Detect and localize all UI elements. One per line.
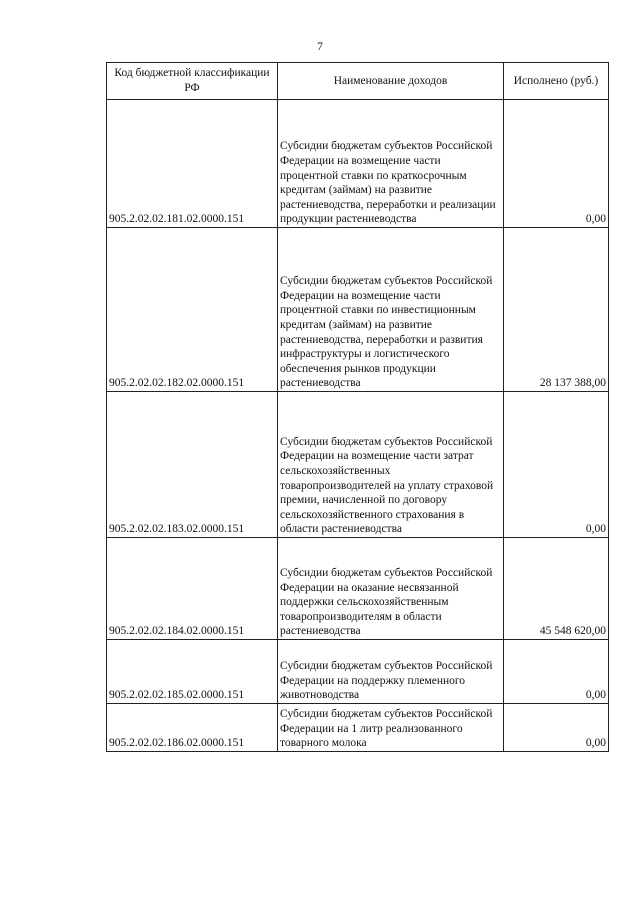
row-name: Субсидии бюджетам субъектов Российской Федерации на возмещение части процентной ставки по краткосрочным кредитам (займам) на развитие растениеводства, переработки и реализации продукции растениеводства bbox=[278, 100, 504, 228]
header-name: Наименование доходов bbox=[278, 63, 504, 100]
row-amount: 0,00 bbox=[504, 100, 609, 228]
header-amount: Исполнено (руб.) bbox=[504, 63, 609, 100]
row-code: 905.2.02.02.184.02.0000.151 bbox=[107, 538, 278, 640]
row-name: Субсидии бюджетам субъектов Российской Федерации на 1 литр реализованного товарного молока bbox=[278, 704, 504, 752]
table-row bbox=[107, 228, 609, 392]
row-name: Субсидии бюджетам субъектов Российской Федерации на оказание несвязанной поддержки сельскохозяйственным товаропроизводителям в области растениеводства bbox=[278, 538, 504, 640]
table-row bbox=[107, 538, 609, 640]
header-code: Код бюджетной классификации РФ bbox=[107, 63, 278, 100]
row-name: Субсидии бюджетам субъектов Российской Федерации на поддержку племенного животноводства bbox=[278, 640, 504, 704]
table-row bbox=[107, 640, 609, 704]
row-code: 905.2.02.02.186.02.0000.151 bbox=[107, 704, 278, 752]
page-number: 7 bbox=[317, 41, 323, 53]
table-row bbox=[107, 100, 609, 228]
table-row bbox=[107, 392, 609, 538]
row-code: 905.2.02.02.185.02.0000.151 bbox=[107, 640, 278, 704]
row-amount: 0,00 bbox=[504, 392, 609, 538]
row-amount: 0,00 bbox=[504, 640, 609, 704]
row-code: 905.2.02.02.183.02.0000.151 bbox=[107, 392, 278, 538]
row-code: 905.2.02.02.182.02.0000.151 bbox=[107, 228, 278, 392]
row-code: 905.2.02.02.181.02.0000.151 bbox=[107, 100, 278, 228]
row-name: Субсидии бюджетам субъектов Российской Федерации на возмещение части затрат сельскохозяйственных товаропроизводителей на уплату страховой премии, начисленной по договору сельскохозяйственного страхования в области растениеводства bbox=[278, 392, 504, 538]
table-row bbox=[107, 704, 609, 752]
row-amount: 45 548 620,00 bbox=[504, 538, 609, 640]
row-name: Субсидии бюджетам субъектов Российской Федерации на возмещение части процентной ставки по инвестиционным кредитам (займам) на развитие растениеводства, переработки и развития инфраструктуры и логистического обеспечения рынков продукции растениеводства bbox=[278, 228, 504, 392]
row-amount: 28 137 388,00 bbox=[504, 228, 609, 392]
table-header-row bbox=[107, 63, 609, 100]
revenue-table bbox=[106, 62, 609, 752]
row-amount: 0,00 bbox=[504, 704, 609, 752]
